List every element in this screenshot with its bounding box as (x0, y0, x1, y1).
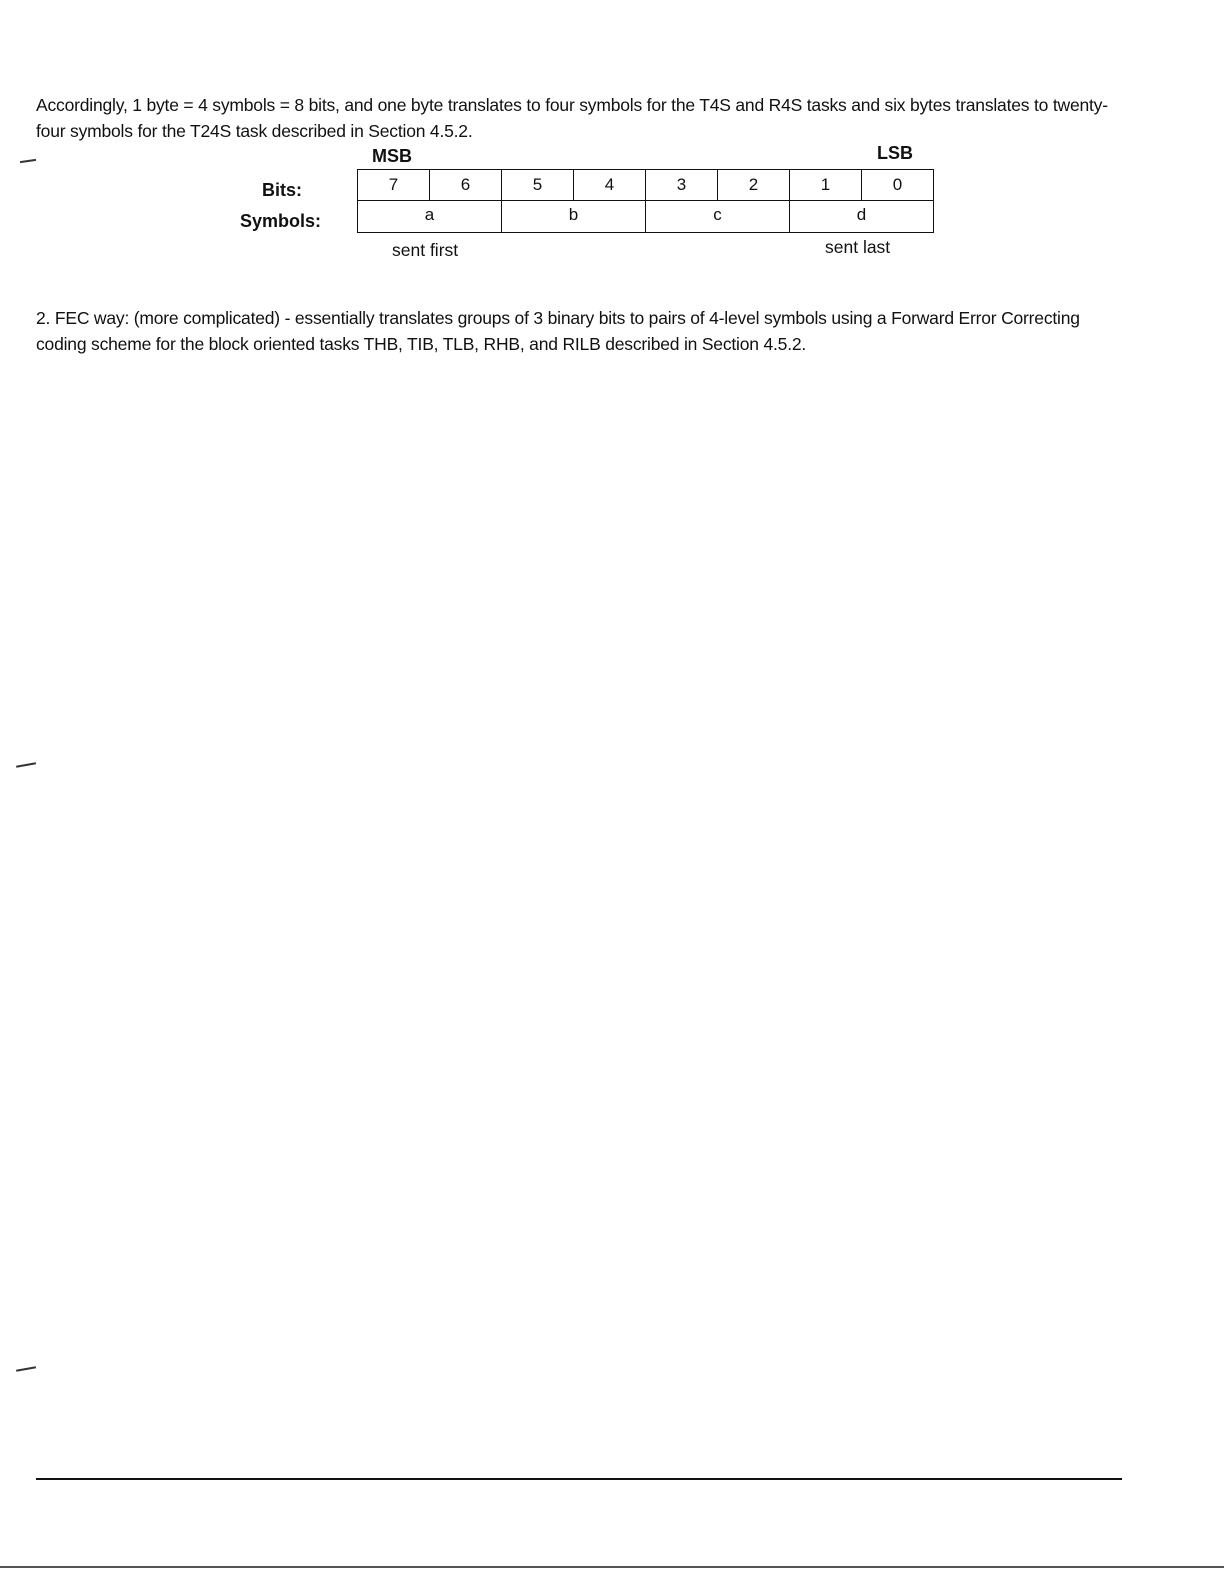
symbol-cell: c (646, 200, 790, 232)
lsb-label: LSB (877, 143, 913, 163)
sent-first-note: sent first (392, 240, 459, 260)
binder-hole-mark (16, 1366, 36, 1371)
symbol-cell: a (358, 200, 502, 232)
symbols-row (357, 200, 934, 233)
page-bottom-edge (0, 1566, 1224, 1568)
msb-label: MSB (372, 146, 412, 166)
bit-cell: 3 (646, 170, 718, 200)
bit-cell: 6 (430, 170, 502, 200)
paragraph-accordingly: Accordingly, 1 byte = 4 symbols = 8 bits, and one byte translates to four symbols for the T4S and R4S tasks and six bytes translates to twenty-four symbols for the T24S task described in Section 4.5.2. (36, 94, 1108, 141)
binder-hole-mark (16, 762, 36, 767)
footer-divider (36, 1478, 1122, 1480)
symbol-cell: b (502, 200, 646, 232)
bit-cell: 4 (574, 170, 646, 200)
bit-cell: 0 (892, 175, 903, 194)
bits-row-label: Bits: (262, 180, 302, 200)
bits-row (357, 169, 934, 201)
symbol-cell: d (856, 205, 867, 224)
paragraph-fec-way: 2. FEC way: (more complicated) - essentially translates groups of 3 binary bits to pairs of 4-level symbols using a Forward Error Correcting coding scheme for the block oriented tasks THB, TIB, TLB, RHB, and RILB described in Section 4.5.2. (36, 307, 1080, 354)
sent-last-note: sent last (825, 237, 891, 257)
bit-cell: 1 (790, 170, 862, 200)
bit-cell: 5 (502, 170, 574, 200)
bit-cell: 7 (358, 170, 430, 200)
bit-cell: 2 (718, 170, 790, 200)
binder-hole-mark (20, 159, 36, 163)
symbols-row-label: Symbols: (240, 211, 322, 231)
